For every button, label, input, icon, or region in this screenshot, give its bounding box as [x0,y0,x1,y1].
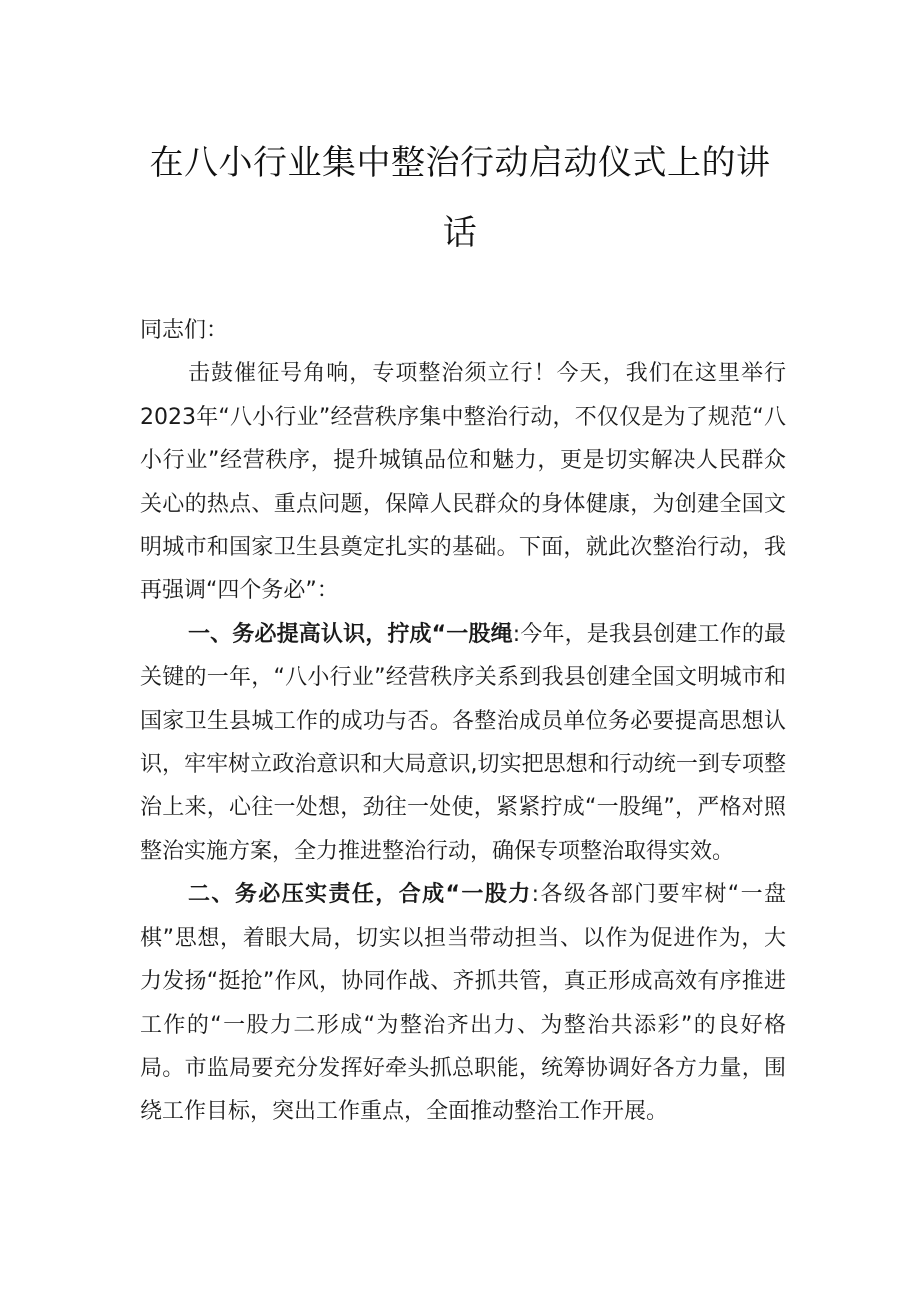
document-title-line-1: 在八小行业集中整治行动启动仪式上的讲 [149,143,771,183]
section-1-text: :今年，是我县创建工作的最关键的一年，“八小行业”经营秩序关系到我县创建全国文明城市和国家卫生县城工作的成功与否。各整治成员单位务必要提高思想认识，牢牢树立政治意识和大局意识,切实把思想和行动统一到专项整治上来，心往一处想，劲往一处使，紧紧拧成“一股绳”，严格对照整治实施方案，全力推进整治行动，确保专项整治取得实效。 [140,621,786,864]
document-body [140,309,786,1134]
paragraph-section-2 [140,873,786,1133]
document-title-line-2: 话 [442,213,478,253]
paragraph-section-1 [140,613,786,873]
salutation: 同志们： [140,318,229,343]
section-1-heading: 一、务必提高认识，拧成“一股绳 [188,621,513,647]
paragraph-intro [140,352,786,612]
section-2-text: :各级各部门要牢树“一盘棋”思想，着眼大局，切实以担当带动担当、以作为促进作为，大力发扬“挺抢”作风，协同作战、齐抓共管，真正形成高效有序推进工作的“一股力二形成“为整治齐出力、为整治共添彩”的良好格局。市监局要充分发挥好牵头抓总职能，统筹协调好各方力量，围绕工作目标，突出工作重点，全面推动整治工作开展。 [140,882,787,1125]
paragraph-intro-text: 击鼓催征号角响，专项整治须立行！今天，我们在这里举行2023年“八小行业”经营秩序集中整治行动，不仅仅是为了规范“八小行业”经营秩序，提升城镇品位和魅力，更是切实解决人民群众关心的热点、重点问题，保障人民群众的身体健康，为创建全国文明城市和国家卫生县奠定扎实的基础。下面，就此次整治行动，我再强调“四个务必”： [140,361,786,604]
section-2-heading: 二、务必压实责任，合成“一股力 [188,882,532,908]
